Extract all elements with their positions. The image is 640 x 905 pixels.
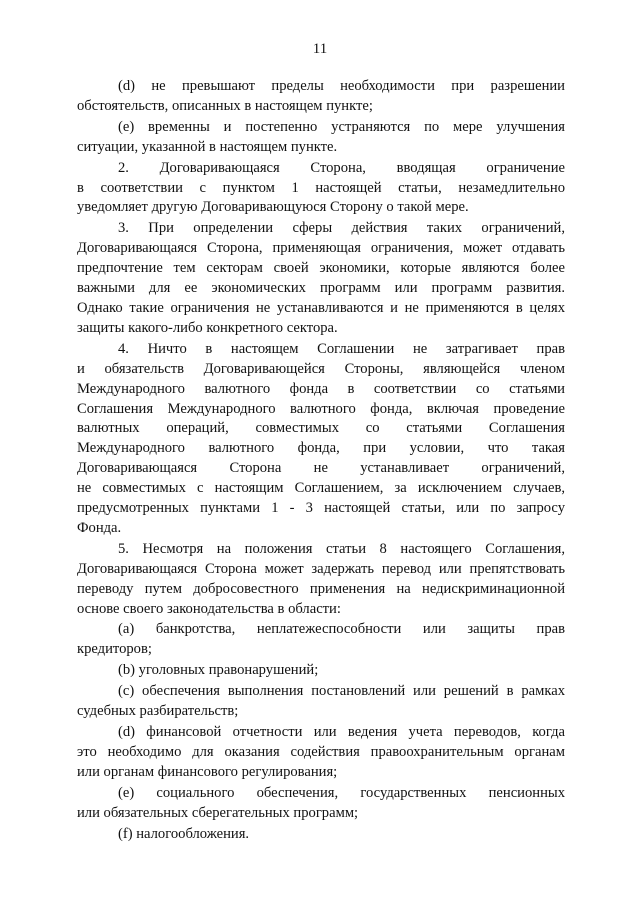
page-number: 11	[312, 41, 328, 57]
text-line: или обязательных сберегательных программ;	[77, 804, 359, 821]
text-line: защиты какого-либо конкретного сектора.	[77, 319, 338, 336]
text-line: (e) социального обеспечения, государственных пенсионных	[118, 784, 565, 801]
text-line: Международного валютного фонда в соответствии со статьями	[77, 380, 565, 397]
text-line: в соответствии с пунктом 1 настоящей статьи, незамедлительно	[77, 179, 565, 196]
paragraph-a	[77, 620, 565, 660]
paragraph-p5	[77, 540, 565, 620]
text-line: Однако такие ограничения не устанавливаются и не применяются в целях	[77, 299, 565, 316]
text-line: (e) временны и постепенно устраняются по мере улучшения	[118, 118, 565, 135]
text-line: Фонда.	[77, 519, 122, 536]
paragraph-d2	[77, 723, 565, 783]
document-body	[77, 77, 565, 844]
paragraph-p4	[77, 340, 565, 539]
paragraph-e	[77, 118, 565, 158]
text-line: и обязательств Договаривающейся Стороны, являющейся членом	[77, 360, 565, 377]
text-line: (d) финансовой отчетности или ведения учета переводов, когда	[118, 724, 565, 740]
text-line: уведомляет другую Договаривающуюся Сторону о такой мере.	[77, 199, 469, 216]
paragraph-p3	[77, 219, 565, 338]
paragraph-b	[77, 661, 565, 681]
text-line: обстоятельств, описанных в настоящем пункте;	[77, 97, 373, 114]
paragraph-c	[77, 682, 565, 722]
text-line: 4. Ничто в настоящем Соглашении не затрагивает прав	[118, 340, 565, 357]
text-line: (a) банкротства, неплатежеспособности или защиты прав	[118, 621, 565, 638]
paragraph-e2	[77, 784, 565, 824]
text-line: (c) обеспечения выполнения постановлений или решений в рамках	[118, 683, 565, 700]
text-line: (d) не превышают пределы необходимости при разрешении	[118, 78, 565, 94]
text-line: ситуации, указанной в настоящем пункте.	[77, 138, 338, 155]
text-line: переводу путем добросовестного применения на недискриминационной	[77, 580, 565, 597]
text-line: 5. Несмотря на положения статьи 8 настоящего Соглашения,	[118, 540, 565, 557]
paragraph-p2	[77, 159, 565, 219]
text-line: судебных разбирательств;	[77, 703, 239, 720]
text-line: валютных операций, совместимых со статьями Соглашения	[77, 420, 565, 437]
text-line: основе своего законодательства в области:	[77, 600, 341, 617]
text-line: не совместимых с настоящим Соглашением, за исключением случаев,	[77, 480, 565, 497]
text-line: предусмотренных пунктами 1 - 3 настоящей статьи, или по запросу	[77, 500, 565, 517]
text-line: важными для ее экономических программ или программ развития.	[77, 280, 565, 297]
text-line: 2. Договаривающаяся Сторона, вводящая ограничение	[118, 159, 565, 176]
text-line: или органам финансового регулирования;	[77, 763, 338, 780]
text-line: (f) налогообложения.	[118, 825, 250, 842]
text-line: Договаривающаяся Сторона, применяющая ограничения, может отдавать	[77, 240, 565, 257]
text-line: Международного валютного фонда, при условии, что такая	[77, 440, 565, 457]
text-line: кредиторов;	[77, 641, 152, 658]
text-line: 3. При определении сферы действия таких ограничений,	[118, 220, 565, 237]
text-line: Договаривающаяся Сторона не устанавливает ограничений,	[77, 460, 565, 477]
paragraph-d	[77, 77, 565, 117]
text-line: это необходимо для оказания содействия правоохранительным органам	[77, 743, 565, 760]
text-line: Договаривающаяся Сторона может задержать перевод или препятствовать	[77, 560, 565, 577]
text-line: предпочтение тем секторам своей экономики, которые являются более	[77, 260, 565, 277]
text-line: (b) уголовных правонарушений;	[118, 662, 319, 679]
text-line: Соглашения Международного валютного фонда, включая проведение	[77, 400, 565, 417]
paragraph-f	[77, 825, 565, 845]
